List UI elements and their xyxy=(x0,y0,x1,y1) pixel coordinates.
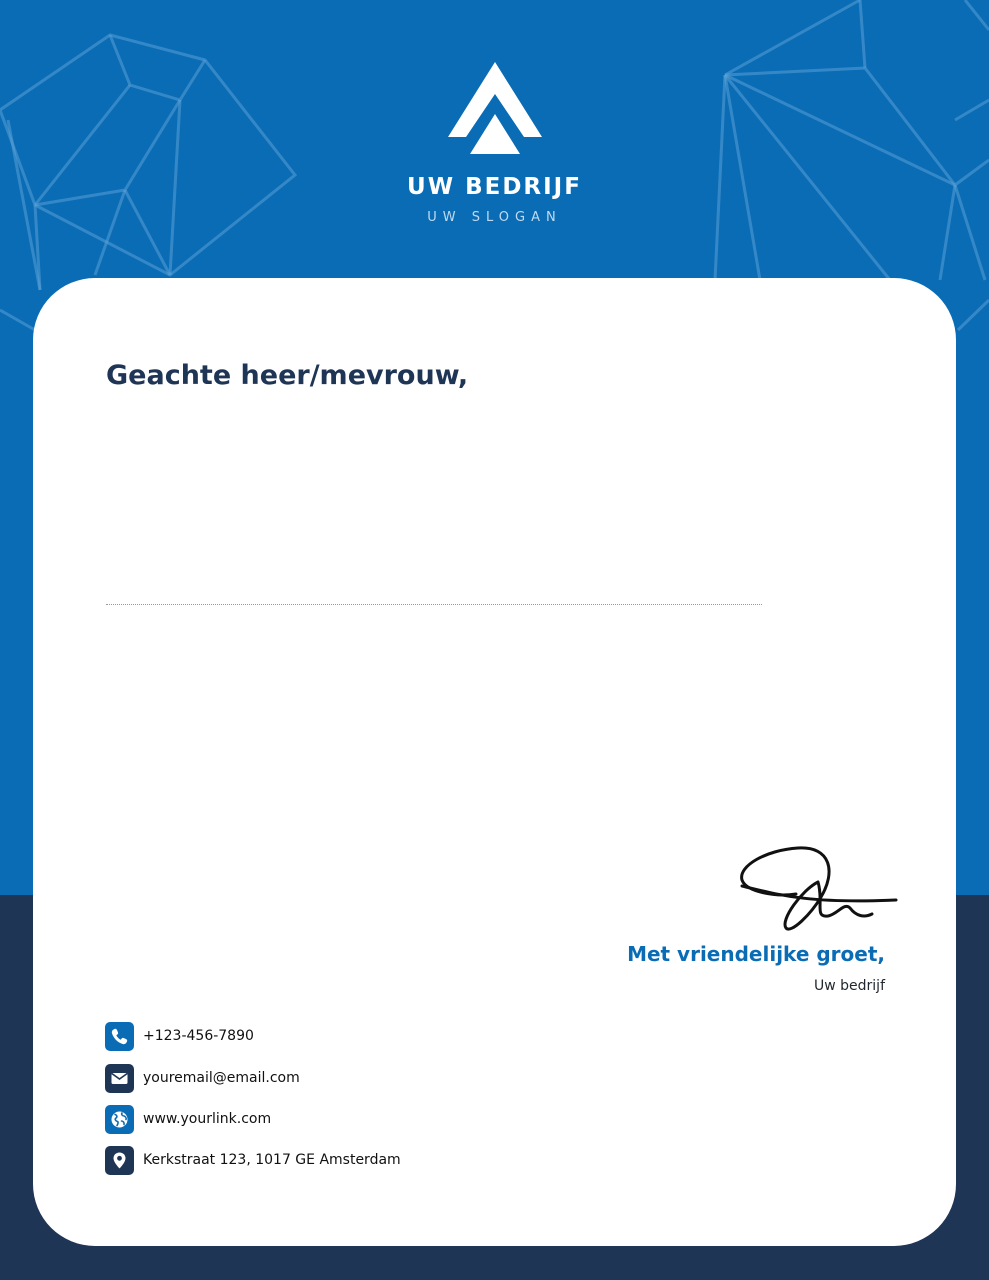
contact-email xyxy=(105,1064,505,1094)
content-divider xyxy=(106,604,762,605)
salutation: Geachte heer/mevrouw, xyxy=(106,360,469,391)
contact-phone-text: +123-456-7890 xyxy=(143,1028,254,1044)
contact-address-text: Kerkstraat 123, 1017 GE Amsterdam xyxy=(143,1152,401,1168)
contact-phone xyxy=(105,1022,505,1052)
closing-greeting: Met vriendelijke groet, xyxy=(627,942,885,966)
mountain-triangle-icon xyxy=(448,62,542,156)
signature-image xyxy=(736,842,898,936)
contact-website-text: www.yourlink.com xyxy=(143,1111,272,1127)
letter-card xyxy=(33,278,956,1246)
company-slogan: UW SLOGAN xyxy=(427,210,562,225)
email-icon xyxy=(105,1064,134,1093)
company-name: UW BEDRIJF xyxy=(407,174,582,200)
phone-icon xyxy=(105,1022,134,1051)
location-pin-icon xyxy=(105,1146,134,1175)
contact-email-text: youremail@email.com xyxy=(143,1070,300,1086)
closing-company: Uw bedrijf xyxy=(814,978,885,994)
contact-address xyxy=(105,1146,505,1176)
globe-icon xyxy=(105,1105,134,1134)
contact-website xyxy=(105,1105,505,1135)
